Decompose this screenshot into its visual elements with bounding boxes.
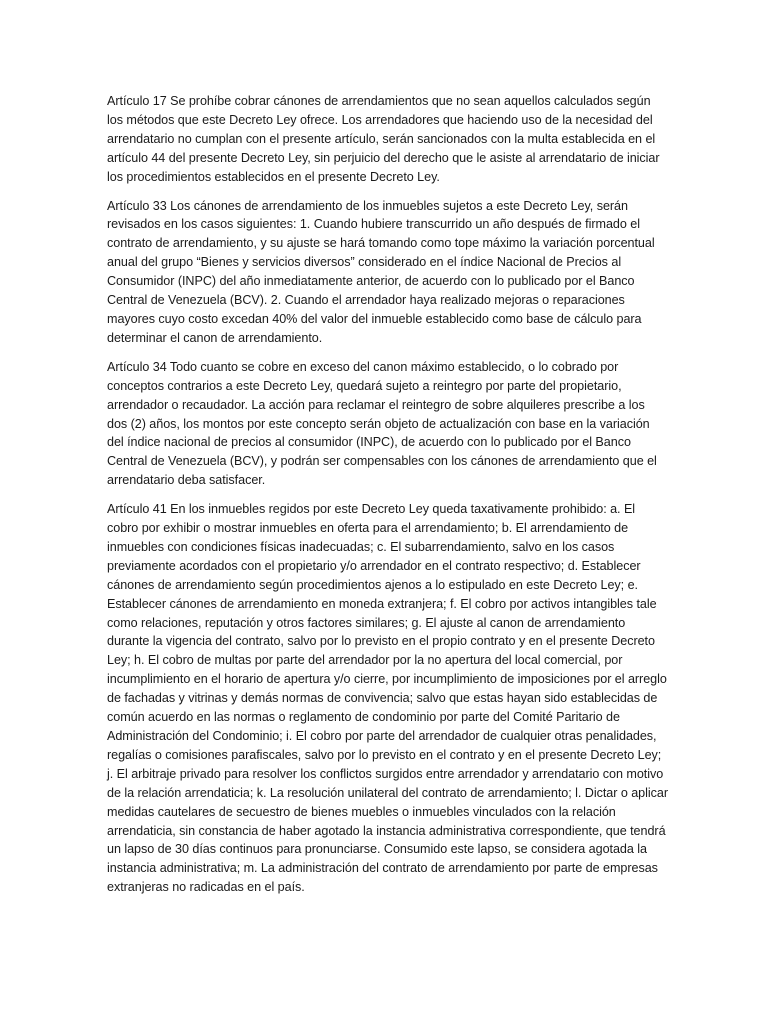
article-41-paragraph: Artículo 41 En los inmuebles regidos por este Decreto Ley queda taxativamente prohibido: a. El cobro por exhibir o mostrar inmuebles en oferta para el arrendamiento; b. El arrendamiento de inmuebles con condiciones físicas inadecuadas; c. El subarrendamiento, salvo en los casos previamente acordados con el propietario y/o arrendador en el contrato respectivo; d. Establecer cánones de arrendamiento según procedimientos ajenos a lo estipulado en este Decreto Ley; e. Establecer cánones de arrendamiento en moneda extranjera; f. El cobro por activos intangibles tale como relaciones, reputación y otros factores similares; g. El ajuste al canon de arrendamiento durante la vigencia del contrato, salvo por lo previsto en el propio contrato y en el presente Decreto Ley; h. El cobro de multas por parte del arrendador por la no apertura del local comercial, por incumplimiento en el horario de apertura y/o cierre, por incumplimiento de imposiciones por el arreglo de fachadas y vitrinas y demás normas de convivencia; salvo que estas hayan sido establecidas de común acuerdo en las normas o reglamento de condominio por parte del Comité Paritario de Administración del Condominio; i. El cobro por parte del arrendador de cualquier otras penalidades, regalías o comisiones parafiscales, salvo por lo previsto en el contrato y en el presente Decreto Ley; j. El arbitraje privado para resolver los conflictos surgidos entre arrendador y arrendatario con motivo de la relación arrendaticia; k. La resolución unilateral del contrato de arrendamiento; l. Dictar o aplicar medidas cautelares de secuestro de bienes muebles o inmuebles vinculados con la relación arrendaticia, sin constancia de haber agotado la instancia administrativa correspondiente, que tendrá un lapso de 30 días continuos para pronunciarse. Consumido este lapso, se considera agotada la instancia administrativa; m. La administración del contrato de arrendamiento por parte de empresas extranjeras no radicadas en el país. — [107, 502, 668, 895]
article-34-paragraph: Artículo 34 Todo cuanto se cobre en exceso del canon máximo establecido, o lo cobrado por conceptos contrarios a este Decreto Ley, quedará sujeto a reintegro por parte del propietario, arrendador o recaudador. La acción para reclamar el reintegro de sobre alquileres prescribe a los dos (2) años, los montos por este concepto serán objeto de actualización con base en la variación del índice nacional de precios al consumidor (INPC), de acuerdo con lo publicado por el Banco Central de Venezuela (BCV), y podrán ser compensables con los cánones de arrendamiento que el arrendatario deba satisfacer. — [107, 359, 657, 488]
article-17-paragraph: Artículo 17 Se prohíbe cobrar cánones de arrendamientos que no sean aquellos calculados según los métodos que este Decreto Ley ofrece. Los arrendadores que haciendo uso de la necesidad del arrendatario no cumplan con el presente artículo, serán sancionados con la multa establecida en el artículo 44 del presente Decreto Ley, sin perjuicio del derecho que le asiste al arrendatario de iniciar los procedimientos establecidos en el presente Decreto Ley. — [107, 94, 660, 184]
article-33-paragraph: Artículo 33 Los cánones de arrendamiento de los inmuebles sujetos a este Decreto Ley, serán revisados en los casos siguientes: 1. Cuando hubiere transcurrido un año después de firmado el contrato de arrendamiento, y su ajuste se hará tomando como tope máximo la variación porcentual anual del grupo “Bienes y servicios diversos” considerado en el índice Nacional de Precios al Consumidor (INPC) del año inmediatamente anterior, de acuerdo con lo publicado por el Banco Central de Venezuela (BCV). 2. Cuando el arrendador haya realizado mejoras o reparaciones mayores cuyo costo excedan 40% del valor del inmueble establecido como base de cálculo para determinar el canon de arrendamiento. — [107, 198, 655, 345]
